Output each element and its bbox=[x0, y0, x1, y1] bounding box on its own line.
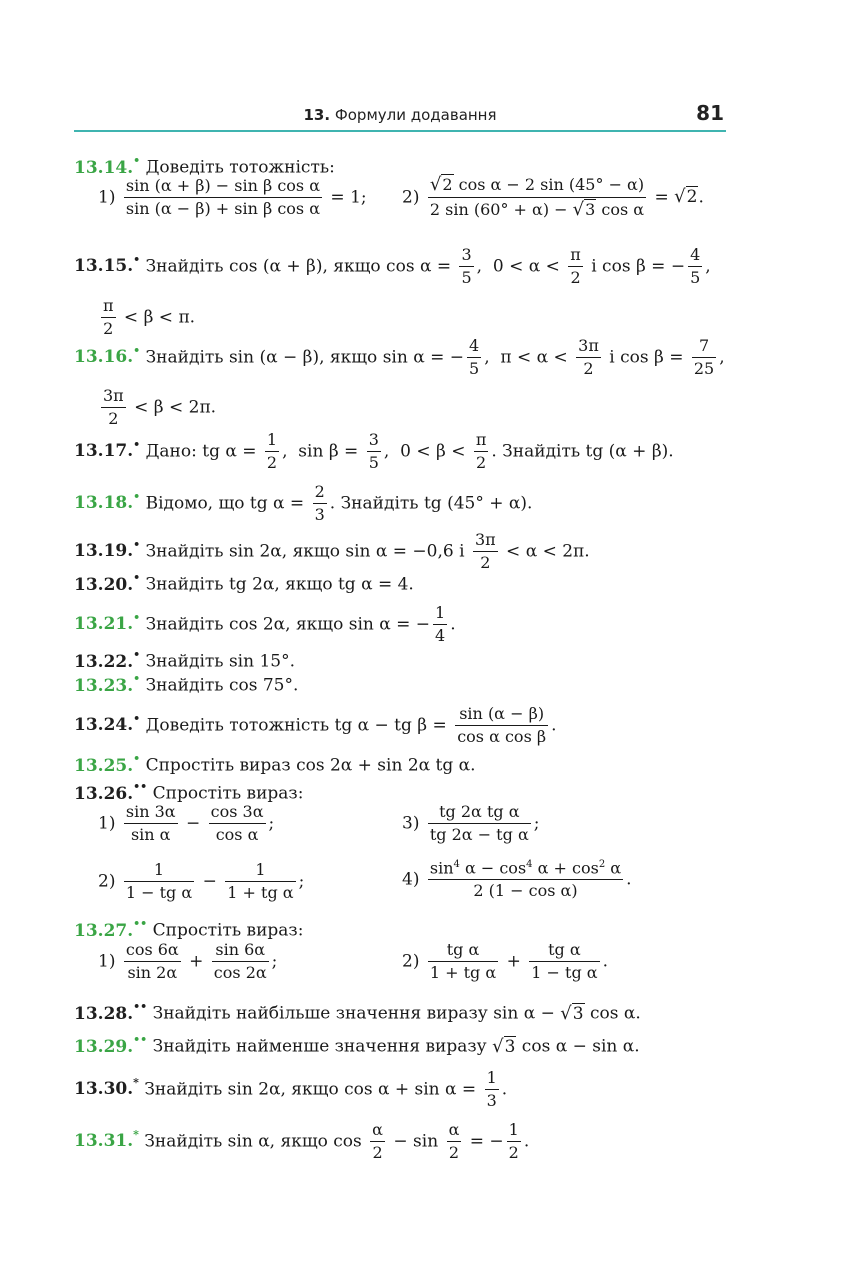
problem-13-28: 13.28.•• Знайдіть найбільше значення виразу sin α − √3 cos α. bbox=[74, 1000, 641, 1024]
chapter-title: 13. Формули додавання bbox=[303, 106, 497, 124]
problem-13-27: 13.27.•• Спростіть вираз: bbox=[74, 917, 304, 941]
problem-13-16: 13.16.• Знайдіть sin (α − β), якщо sin α = − $\frac{4}{5}$ , π < α < $\frac{3\pi}{2}$ і cos β = $\frac{7}{25}$ , bbox=[74, 336, 725, 378]
problem-number: 13.27.•• bbox=[74, 917, 148, 941]
page-number: 81 bbox=[696, 101, 724, 125]
problem-13-26-item-3: 3) $\frac{\text{tg 2α tg α}}{\text{tg 2α − tg α}}$ ; bbox=[402, 802, 540, 844]
problem-number: 13.22.• bbox=[74, 648, 141, 672]
problem-13-15: 13.15.• Знайдіть cos (α + β), якщо cos α = $\frac{3}{5}$ , 0 < α < $\frac{\pi}{2}$ і cos β = − $\frac{4}{5}$ , bbox=[74, 245, 711, 287]
problem-number: 13.31.* bbox=[74, 1127, 139, 1152]
problem-number: 13.23.• bbox=[74, 672, 141, 696]
problem-13-27-item-2: 2) $\frac{\text{tg α}}{\text{1 + tg α}}$ + $\frac{\text{tg α}}{\text{1 − tg α}}$ . bbox=[402, 940, 608, 982]
problem-13-29: 13.29.•• Знайдіть найменше значення виразу √3 cos α − sin α. bbox=[74, 1033, 640, 1057]
problem-13-26-item-2: 2) $\frac{1}{\text{1 − tg α}}$ − $\frac{1}{\text{1 + tg α}}$ ; bbox=[98, 860, 305, 902]
problem-number: 13.17.• bbox=[74, 437, 141, 462]
page-header bbox=[74, 100, 726, 132]
problem-13-14-item-2: 2) $\frac{\text{√2 cos α − 2 sin (45° − α)}}{\text{2 sin (60° + α) − √3 cos α}}$ = √2. bbox=[402, 174, 704, 220]
problem-13-24: 13.24.• Доведіть тотожність tg α − tg β = $\frac{\sin (\alpha - \beta)}{\text{cos α cos β}}$ . bbox=[74, 704, 557, 746]
problem-number: 13.24.• bbox=[74, 711, 141, 736]
problem-number: 13.18.• bbox=[74, 489, 141, 514]
problem-13-15-cont: $\frac{\pi}{2}$ < β < π. bbox=[103, 296, 196, 338]
problem-number: 13.16.• bbox=[74, 343, 141, 368]
problem-13-27-item-1: 1) $\frac{\cos 6\alpha}{\sin 2\alpha}$ + $\frac{\sin 6\alpha}{\cos 2\alpha}$ ; bbox=[98, 940, 278, 982]
problem-number: 13.29.•• bbox=[74, 1033, 148, 1057]
problem-13-17: 13.17.• Дано: tg α = $\frac{1}{2}$ , sin β = $\frac{3}{5}$ , 0 < β < $\frac{\pi}{2}$ . Знайдіть tg (α + β). bbox=[74, 430, 674, 472]
problem-13-26-item-4: 4) $\frac{\sin^4 \alpha - \cos^4 \alpha + \cos^2 \alpha}{\text{2 (1 − cos α)}}$ . bbox=[402, 858, 632, 901]
problem-13-19: 13.19.• Знайдіть sin 2α, якщо sin α = −0,6 і $\frac{3\pi}{2}$ < α < 2π. bbox=[74, 530, 590, 572]
problem-number: 13.28.•• bbox=[74, 1000, 148, 1024]
problem-number: 13.26.•• bbox=[74, 780, 148, 804]
problem-13-31: 13.31.* Знайдіть sin α, якщо cos $\frac{\alpha}{2}$ − sin $\frac{\alpha}{2}$ = − $\frac{1}{2}$ . bbox=[74, 1120, 530, 1162]
problem-13-16-cont: $\frac{3\pi}{2}$ < β < 2π. bbox=[103, 386, 217, 428]
problem-13-14-item-1: 1) $\frac{\text{sin (α + β) − sin β cos α}}{\text{sin (α − β) + sin β cos α}}$ = 1; bbox=[98, 176, 367, 218]
problem-13-30: 13.30.* Знайдіть sin 2α, якщо cos α + sin α = $\frac{1}{3}$ . bbox=[74, 1068, 508, 1110]
problem-number: 13.20.• bbox=[74, 571, 141, 595]
problem-13-22: 13.22.• Знайдіть sin 15°. bbox=[74, 648, 295, 672]
problem-13-23: 13.23.• Знайдіть cos 75°. bbox=[74, 672, 299, 696]
problem-number: 13.14.• bbox=[74, 154, 141, 178]
problem-number: 13.25.• bbox=[74, 752, 141, 776]
problem-13-26-item-1: 1) $\frac{\sin 3\alpha}{\text{sin α}}$ − $\frac{\cos 3\alpha}{\text{cos α}}$ ; bbox=[98, 802, 275, 844]
problem-13-21: 13.21.• Знайдіть cos 2α, якщо sin α = − $\frac{1}{4}$ . bbox=[74, 603, 456, 645]
problem-number: 13.15.• bbox=[74, 252, 141, 277]
problem-13-26: 13.26.•• Спростіть вираз: bbox=[74, 780, 304, 804]
problem-13-14: 13.14.• Доведіть тотожність: bbox=[74, 154, 335, 178]
problem-13-20: 13.20.• Знайдіть tg 2α, якщо tg α = 4. bbox=[74, 571, 414, 595]
problem-number: 13.30.* bbox=[74, 1075, 139, 1100]
problem-number: 13.21.• bbox=[74, 610, 141, 635]
problem-number: 13.19.• bbox=[74, 537, 141, 562]
problem-13-18: 13.18.• Відомо, що tg α = $\frac{2}{3}$ . Знайдіть tg (45° + α). bbox=[74, 482, 533, 524]
problem-13-25: 13.25.• Спростіть вираз cos 2α + sin 2α tg α. bbox=[74, 752, 476, 776]
